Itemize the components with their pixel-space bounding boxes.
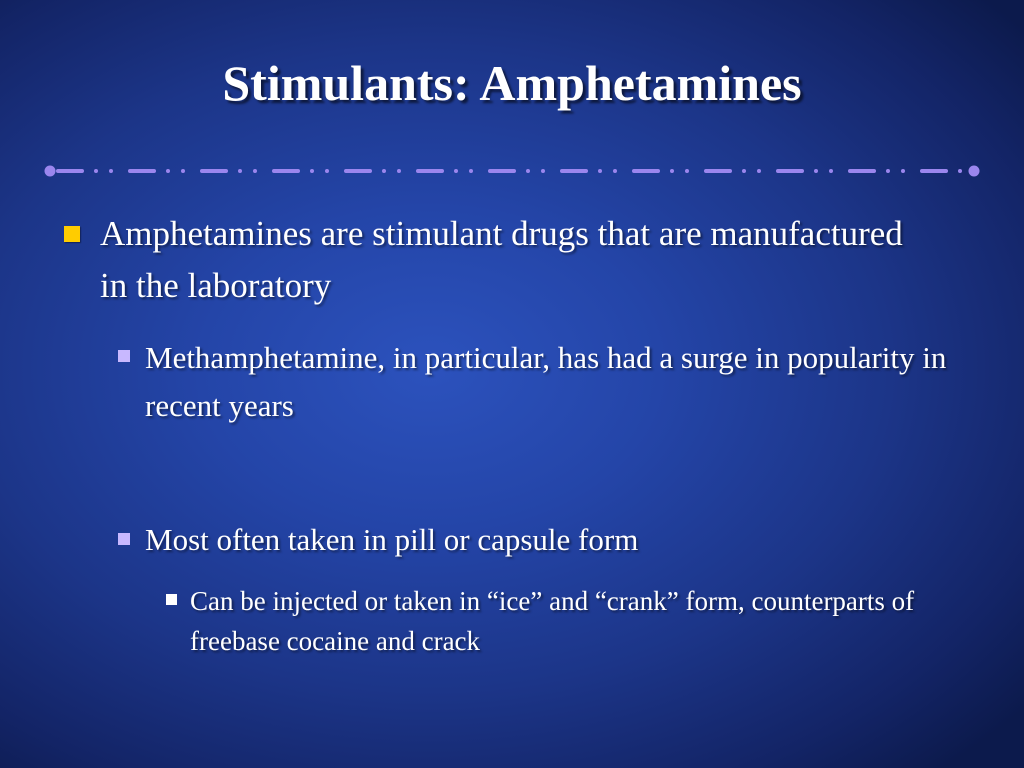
bullet-marker-level3 — [166, 594, 177, 605]
bullet-level2-methamphetamine: Methamphetamine, in particular, has had a surge in popularity in recent years — [145, 340, 947, 423]
title-divider — [44, 160, 980, 182]
bullet-marker-level2 — [118, 350, 130, 362]
bullet-level3-injected: Can be injected or taken in “ice” and “crank” form, counterparts of freebase cocaine and crack — [190, 586, 915, 656]
slide-title: Stimulants: Amphetamines — [222, 55, 802, 111]
bullet-marker-level1 — [64, 226, 80, 242]
bullet-marker-level2 — [118, 533, 130, 545]
bullet-level1-amphetamines: Amphetamines are stimulant drugs that are manufactured in the laboratory — [100, 214, 903, 305]
bullet-level2-pill-form: Most often taken in pill or capsule form — [145, 522, 639, 557]
